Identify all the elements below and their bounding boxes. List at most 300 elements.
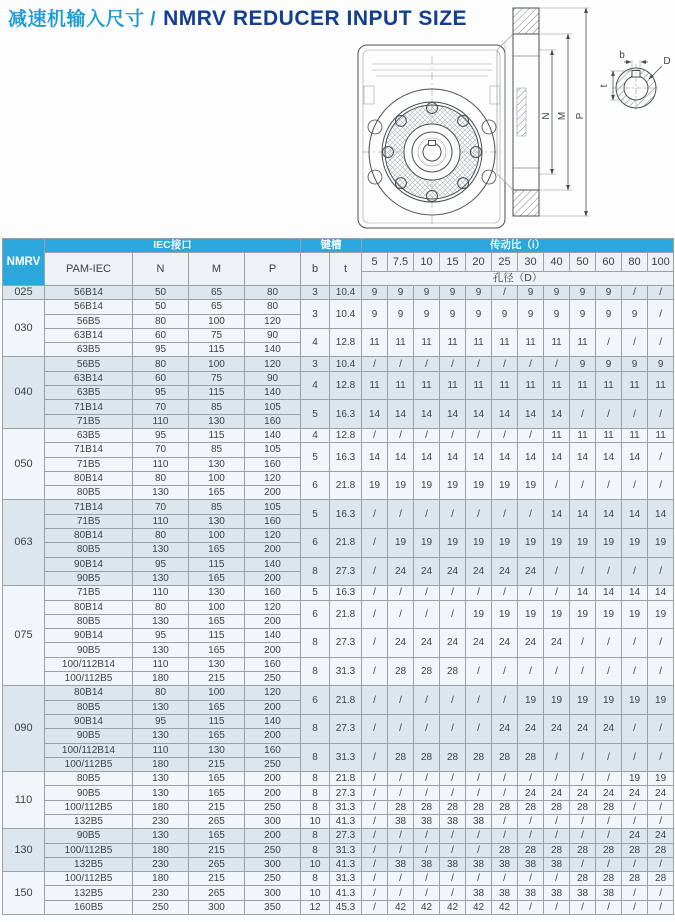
- p-value-cell: 80: [245, 300, 301, 314]
- pam-iec-cell: 71B14: [45, 400, 133, 414]
- bore-d-value-cell: /: [622, 629, 648, 658]
- bore-d-value-cell: 24: [466, 557, 492, 586]
- bore-d-value-cell: 19: [414, 529, 440, 558]
- table-row: [3, 900, 674, 914]
- bore-d-value-cell: /: [466, 872, 492, 886]
- bore-d-value-cell: 9: [492, 300, 518, 329]
- table-row: [3, 872, 674, 886]
- bore-d-value-cell: /: [544, 743, 570, 772]
- bore-d-value-cell: /: [648, 286, 674, 300]
- bore-d-value-cell: 11: [388, 371, 414, 400]
- pam-iec-cell: 56B5: [45, 357, 133, 371]
- bore-d-value-cell: 14: [388, 400, 414, 429]
- bore-d-value-cell: /: [518, 772, 544, 786]
- bore-d-value-cell: /: [466, 786, 492, 800]
- ratio-col-header: 25: [492, 253, 518, 272]
- pam-iec-cell: 80B14: [45, 471, 133, 485]
- table-row: [3, 857, 674, 871]
- t-value-cell: 12.8: [330, 428, 362, 442]
- bore-d-value-cell: 9: [440, 286, 466, 300]
- p-value-cell: 120: [245, 600, 301, 614]
- m-value-cell: 165: [189, 543, 245, 557]
- page-title-zh: 减速机输入尺寸 /: [8, 9, 157, 30]
- b-value-cell: 8: [301, 800, 330, 814]
- bore-d-value-cell: /: [440, 714, 466, 743]
- table-row: [3, 371, 674, 385]
- bore-d-value-cell: /: [648, 900, 674, 914]
- bore-d-value-cell: 9: [570, 286, 596, 300]
- bore-d-value-cell: 14: [466, 443, 492, 472]
- bore-d-value-cell: /: [440, 772, 466, 786]
- table-row: [3, 428, 674, 442]
- bore-d-value-cell: 24: [622, 829, 648, 843]
- bore-d-value-cell: /: [466, 428, 492, 442]
- bore-d-value-cell: 9: [570, 357, 596, 371]
- m-value-cell: 215: [189, 872, 245, 886]
- bore-d-value-cell: 24: [570, 786, 596, 800]
- p-value-cell: 200: [245, 729, 301, 743]
- bore-d-value-cell: 14: [622, 586, 648, 600]
- b-value-cell: 6: [301, 529, 330, 558]
- t-value-cell: 12.8: [330, 371, 362, 400]
- bore-d-value-cell: 9: [414, 286, 440, 300]
- p-value-cell: 105: [245, 400, 301, 414]
- p-value-cell: 300: [245, 814, 301, 828]
- n-value-cell: 95: [133, 343, 189, 357]
- n-value-cell: 230: [133, 857, 189, 871]
- bore-d-value-cell: 28: [492, 800, 518, 814]
- bore-d-value-cell: 19: [596, 529, 622, 558]
- t-value-cell: 31.3: [330, 843, 362, 857]
- b-value-cell: 4: [301, 371, 330, 400]
- b-value-cell: 4: [301, 328, 330, 357]
- n-value-cell: 95: [133, 386, 189, 400]
- bore-d-value-cell: 24: [388, 629, 414, 658]
- bore-d-value-cell: /: [414, 872, 440, 886]
- bore-d-value-cell: /: [518, 357, 544, 371]
- dim-label-n: N: [541, 112, 552, 120]
- bore-d-value-cell: 42: [492, 900, 518, 914]
- bore-d-value-cell: /: [466, 772, 492, 786]
- front-view: [358, 45, 505, 228]
- bore-d-value-cell: /: [362, 786, 388, 800]
- m-value-cell: 115: [189, 386, 245, 400]
- ratio-col-header: 7.5: [388, 253, 414, 272]
- bore-d-value-cell: /: [362, 428, 388, 442]
- pam-iec-cell: 132B5: [45, 886, 133, 900]
- bore-d-value-cell: 19: [622, 772, 648, 786]
- bore-d-value-cell: 24: [544, 786, 570, 800]
- table-row: [3, 300, 674, 314]
- b-value-cell: 8: [301, 714, 330, 743]
- n-value-cell: 180: [133, 843, 189, 857]
- bore-d-value-cell: 38: [492, 886, 518, 900]
- pam-iec-cell: 132B5: [45, 857, 133, 871]
- bore-d-value-cell: 19: [362, 471, 388, 500]
- m-value-cell: 165: [189, 643, 245, 657]
- bore-d-value-cell: /: [414, 357, 440, 371]
- bore-d-value-cell: /: [518, 586, 544, 600]
- col-header-p: P: [245, 253, 301, 286]
- bore-d-value-cell: 38: [466, 857, 492, 871]
- bore-d-value-cell: /: [362, 586, 388, 600]
- side-view: [497, 8, 590, 216]
- m-value-cell: 130: [189, 514, 245, 528]
- bore-d-value-cell: /: [544, 814, 570, 828]
- bore-d-value-cell: /: [388, 500, 414, 529]
- bore-d-value-cell: /: [388, 772, 414, 786]
- bore-d-value-cell: /: [362, 857, 388, 871]
- m-value-cell: 100: [189, 686, 245, 700]
- bore-d-value-cell: 9: [596, 300, 622, 329]
- p-value-cell: 200: [245, 829, 301, 843]
- bore-d-value-cell: 38: [440, 814, 466, 828]
- bore-d-value-cell: 9: [570, 300, 596, 329]
- bore-d-value-cell: 24: [622, 786, 648, 800]
- pam-iec-cell: 80B5: [45, 700, 133, 714]
- col-group-iec: IEC接口: [45, 239, 301, 253]
- bore-d-value-cell: /: [362, 714, 388, 743]
- bore-d-value-cell: 24: [518, 714, 544, 743]
- bore-d-value-cell: 9: [362, 300, 388, 329]
- m-value-cell: 65: [189, 300, 245, 314]
- p-value-cell: 200: [245, 614, 301, 628]
- bore-d-value-cell: 14: [414, 400, 440, 429]
- bore-d-value-cell: /: [362, 600, 388, 629]
- bore-d-value-cell: /: [570, 857, 596, 871]
- m-value-cell: 115: [189, 428, 245, 442]
- bore-d-value-cell: /: [622, 857, 648, 871]
- pam-iec-cell: 80B5: [45, 543, 133, 557]
- bore-d-value-cell: /: [622, 400, 648, 429]
- bore-d-value-cell: 42: [440, 900, 466, 914]
- t-value-cell: 21.8: [330, 772, 362, 786]
- bore-d-value-cell: 14: [492, 400, 518, 429]
- t-value-cell: 16.3: [330, 400, 362, 429]
- table-row: [3, 886, 674, 900]
- bore-d-value-cell: 14: [596, 500, 622, 529]
- bore-d-value-cell: 24: [648, 829, 674, 843]
- bore-d-value-cell: /: [544, 586, 570, 600]
- bore-d-value-cell: /: [544, 657, 570, 686]
- bore-d-value-cell: 28: [648, 843, 674, 857]
- bore-d-value-cell: /: [570, 829, 596, 843]
- bore-d-value-cell: 11: [466, 371, 492, 400]
- p-value-cell: 350: [245, 900, 301, 914]
- m-value-cell: 265: [189, 886, 245, 900]
- pam-iec-cell: 100/112B14: [45, 657, 133, 671]
- bore-d-value-cell: 24: [414, 629, 440, 658]
- bore-d-value-cell: /: [388, 829, 414, 843]
- n-value-cell: 130: [133, 729, 189, 743]
- n-value-cell: 130: [133, 786, 189, 800]
- bore-d-value-cell: /: [596, 772, 622, 786]
- bore-d-value-cell: 9: [388, 300, 414, 329]
- p-value-cell: 250: [245, 672, 301, 686]
- n-value-cell: 130: [133, 700, 189, 714]
- bore-d-value-cell: 11: [622, 428, 648, 442]
- bore-d-value-cell: /: [466, 657, 492, 686]
- b-value-cell: 8: [301, 629, 330, 658]
- n-value-cell: 70: [133, 443, 189, 457]
- nmrv-group-cell: 110: [3, 772, 45, 829]
- bore-d-value-cell: 38: [596, 886, 622, 900]
- pam-iec-cell: 63B5: [45, 343, 133, 357]
- n-value-cell: 110: [133, 743, 189, 757]
- bore-d-value-cell: 11: [440, 371, 466, 400]
- table-body: [3, 286, 674, 915]
- bore-d-value-cell: 28: [466, 743, 492, 772]
- p-value-cell: 140: [245, 714, 301, 728]
- bore-d-value-cell: /: [362, 886, 388, 900]
- bore-d-value-cell: 19: [544, 529, 570, 558]
- b-value-cell: 8: [301, 829, 330, 843]
- n-value-cell: 130: [133, 543, 189, 557]
- m-value-cell: 265: [189, 857, 245, 871]
- bore-d-value-cell: /: [570, 657, 596, 686]
- pam-iec-cell: 71B5: [45, 586, 133, 600]
- p-value-cell: 250: [245, 757, 301, 771]
- bore-d-value-cell: 19: [648, 529, 674, 558]
- bore-d-value-cell: /: [440, 428, 466, 442]
- t-value-cell: 10.4: [330, 286, 362, 300]
- bore-d-value-cell: 11: [440, 328, 466, 357]
- bore-d-value-cell: 38: [466, 886, 492, 900]
- dim-label-b: b: [619, 50, 625, 61]
- p-value-cell: 200: [245, 786, 301, 800]
- bore-d-value-cell: 28: [648, 872, 674, 886]
- t-value-cell: 12.8: [330, 328, 362, 357]
- t-value-cell: 27.3: [330, 786, 362, 800]
- ratio-col-header: 20: [466, 253, 492, 272]
- bore-d-value-cell: 24: [544, 714, 570, 743]
- bore-d-value-cell: 38: [492, 857, 518, 871]
- bore-d-value-cell: /: [596, 629, 622, 658]
- n-value-cell: 180: [133, 757, 189, 771]
- bore-d-value-cell: 28: [492, 843, 518, 857]
- bore-d-value-cell: 38: [440, 857, 466, 871]
- page-title-en: NMRV REDUCER INPUT SIZE: [163, 7, 468, 30]
- bore-d-value-cell: /: [648, 300, 674, 329]
- bore-d-value-cell: 19: [466, 529, 492, 558]
- bore-d-value-cell: /: [570, 557, 596, 586]
- b-value-cell: 5: [301, 400, 330, 429]
- bore-d-value-cell: /: [388, 600, 414, 629]
- n-value-cell: 70: [133, 500, 189, 514]
- bore-d-value-cell: 11: [414, 328, 440, 357]
- n-value-cell: 130: [133, 486, 189, 500]
- dim-label-t: t: [599, 84, 610, 88]
- bore-d-value-cell: /: [466, 714, 492, 743]
- bore-d-value-cell: /: [388, 357, 414, 371]
- bore-d-value-cell: 14: [440, 443, 466, 472]
- p-value-cell: 140: [245, 629, 301, 643]
- bore-d-value-cell: /: [622, 286, 648, 300]
- pam-iec-cell: 80B5: [45, 614, 133, 628]
- bore-d-value-cell: 24: [466, 629, 492, 658]
- bore-d-value-cell: 11: [518, 371, 544, 400]
- bore-d-value-cell: 11: [518, 328, 544, 357]
- dim-label-d: D: [663, 56, 671, 67]
- bore-d-value-cell: 14: [544, 500, 570, 529]
- bore-d-value-cell: 28: [414, 743, 440, 772]
- bore-d-value-cell: /: [570, 400, 596, 429]
- nmrv-group-cell: 090: [3, 686, 45, 772]
- bore-d-value-cell: /: [492, 357, 518, 371]
- p-value-cell: 250: [245, 843, 301, 857]
- t-value-cell: 16.3: [330, 443, 362, 472]
- n-value-cell: 80: [133, 686, 189, 700]
- table-row: [3, 814, 674, 828]
- pam-iec-cell: 80B5: [45, 772, 133, 786]
- m-value-cell: 130: [189, 743, 245, 757]
- bore-d-value-cell: 24: [544, 629, 570, 658]
- b-value-cell: 4: [301, 428, 330, 442]
- bore-d-value-cell: 28: [518, 843, 544, 857]
- bore-d-value-cell: /: [362, 743, 388, 772]
- bore-d-value-cell: 14: [648, 500, 674, 529]
- bore-d-value-cell: /: [362, 686, 388, 715]
- b-value-cell: 8: [301, 657, 330, 686]
- b-value-cell: 10: [301, 814, 330, 828]
- bore-d-value-cell: /: [544, 357, 570, 371]
- bore-d-value-cell: 28: [570, 843, 596, 857]
- bore-d-value-cell: /: [362, 500, 388, 529]
- pam-iec-cell: 80B14: [45, 600, 133, 614]
- b-value-cell: 8: [301, 743, 330, 772]
- bore-d-value-cell: /: [362, 814, 388, 828]
- ratio-col-header: 60: [596, 253, 622, 272]
- m-value-cell: 100: [189, 529, 245, 543]
- table-row: [3, 800, 674, 814]
- bore-d-value-cell: /: [518, 814, 544, 828]
- table-row: [3, 829, 674, 843]
- pam-iec-cell: 100/112B5: [45, 757, 133, 771]
- p-value-cell: 200: [245, 700, 301, 714]
- bore-d-value-cell: 9: [466, 286, 492, 300]
- m-value-cell: 65: [189, 286, 245, 300]
- n-value-cell: 130: [133, 571, 189, 585]
- bore-d-value-cell: 19: [622, 686, 648, 715]
- bore-d-value-cell: 19: [518, 529, 544, 558]
- b-value-cell: 12: [301, 900, 330, 914]
- pam-iec-cell: 100/112B5: [45, 800, 133, 814]
- n-value-cell: 110: [133, 586, 189, 600]
- ratio-col-header: 5: [362, 253, 388, 272]
- bore-d-value-cell: /: [648, 743, 674, 772]
- bore-d-value-cell: 11: [622, 371, 648, 400]
- n-value-cell: 80: [133, 314, 189, 328]
- bore-d-value-cell: 9: [362, 286, 388, 300]
- col-header-pam: PAM-IEC: [45, 253, 133, 286]
- pam-iec-cell: 100/112B14: [45, 743, 133, 757]
- m-value-cell: 115: [189, 629, 245, 643]
- m-value-cell: 130: [189, 586, 245, 600]
- pam-iec-cell: 63B5: [45, 428, 133, 442]
- bore-d-value-cell: 19: [544, 686, 570, 715]
- t-value-cell: 27.3: [330, 714, 362, 743]
- p-value-cell: 160: [245, 457, 301, 471]
- bore-d-value-cell: /: [570, 814, 596, 828]
- bore-d-value-cell: /: [544, 471, 570, 500]
- pam-iec-cell: 160B5: [45, 900, 133, 914]
- n-value-cell: 80: [133, 529, 189, 543]
- bore-d-value-cell: /: [596, 743, 622, 772]
- n-value-cell: 50: [133, 300, 189, 314]
- bore-d-value-cell: 28: [544, 843, 570, 857]
- p-value-cell: 140: [245, 343, 301, 357]
- p-value-cell: 140: [245, 428, 301, 442]
- t-value-cell: 27.3: [330, 557, 362, 586]
- m-value-cell: 100: [189, 600, 245, 614]
- bore-d-value-cell: /: [570, 471, 596, 500]
- bore-d-value-cell: 28: [518, 743, 544, 772]
- col-header-t: t: [330, 253, 362, 286]
- bore-d-value-cell: 28: [440, 657, 466, 686]
- bore-d-value-cell: /: [622, 800, 648, 814]
- pam-iec-cell: 90B5: [45, 729, 133, 743]
- m-value-cell: 300: [189, 900, 245, 914]
- bore-d-value-cell: /: [518, 500, 544, 529]
- bore-d-value-cell: 24: [492, 714, 518, 743]
- bore-d-value-cell: 19: [518, 471, 544, 500]
- t-value-cell: 41.3: [330, 814, 362, 828]
- t-value-cell: 10.4: [330, 357, 362, 371]
- pam-iec-cell: 56B14: [45, 300, 133, 314]
- bore-d-value-cell: 11: [362, 328, 388, 357]
- bore-d-value-cell: /: [622, 900, 648, 914]
- bore-d-value-cell: 24: [414, 557, 440, 586]
- m-value-cell: 85: [189, 500, 245, 514]
- bore-d-value-cell: 14: [570, 500, 596, 529]
- bore-d-value-cell: 28: [440, 800, 466, 814]
- bore-d-value-cell: /: [414, 428, 440, 442]
- m-value-cell: 165: [189, 700, 245, 714]
- ratio-col-header: 50: [570, 253, 596, 272]
- bore-d-value-cell: 24: [492, 557, 518, 586]
- ratio-col-header: 30: [518, 253, 544, 272]
- m-value-cell: 165: [189, 729, 245, 743]
- m-value-cell: 130: [189, 414, 245, 428]
- bore-d-value-cell: 24: [388, 557, 414, 586]
- n-value-cell: 230: [133, 814, 189, 828]
- bore-d-value-cell: 19: [466, 600, 492, 629]
- m-value-cell: 75: [189, 371, 245, 385]
- bore-d-value-cell: /: [388, 586, 414, 600]
- bore-d-value-cell: 19: [596, 600, 622, 629]
- m-value-cell: 100: [189, 357, 245, 371]
- nmrv-group-cell: 025: [3, 286, 45, 300]
- nmrv-group-cell: 050: [3, 428, 45, 499]
- t-value-cell: 21.8: [330, 529, 362, 558]
- p-value-cell: 250: [245, 872, 301, 886]
- bore-d-value-cell: /: [440, 586, 466, 600]
- t-value-cell: 41.3: [330, 886, 362, 900]
- bore-d-value-cell: 11: [388, 328, 414, 357]
- nmrv-group-cell: 075: [3, 586, 45, 686]
- bore-d-value-cell: 11: [570, 371, 596, 400]
- ratio-col-header: 10: [414, 253, 440, 272]
- bore-d-value-cell: 9: [414, 300, 440, 329]
- bore-d-value-cell: 19: [388, 471, 414, 500]
- bore-d-value-cell: 28: [440, 743, 466, 772]
- bore-d-value-cell: 19: [570, 686, 596, 715]
- n-value-cell: 80: [133, 600, 189, 614]
- bore-d-value-cell: /: [414, 600, 440, 629]
- bore-d-value-cell: 19: [622, 600, 648, 629]
- pam-iec-cell: 90B14: [45, 629, 133, 643]
- m-value-cell: 115: [189, 343, 245, 357]
